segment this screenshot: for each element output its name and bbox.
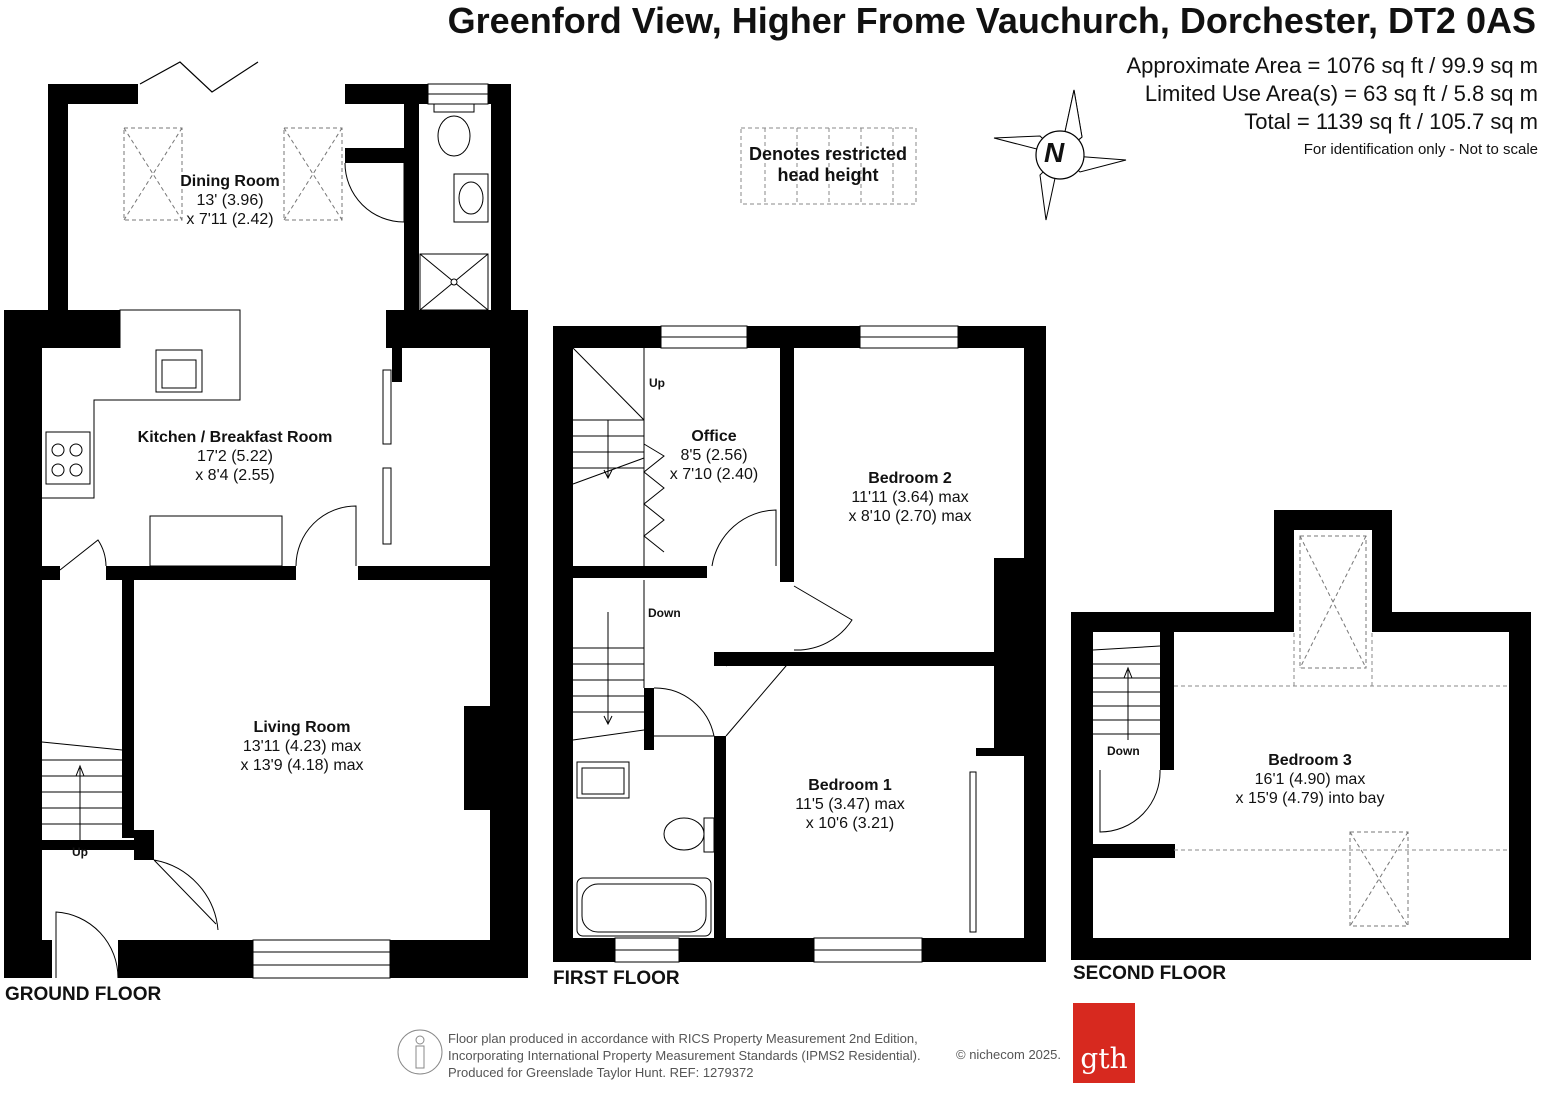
wall — [390, 940, 528, 978]
wall — [644, 688, 654, 750]
wall — [4, 940, 52, 978]
room-living — [200, 718, 404, 775]
room-name: Bedroom 1 — [808, 777, 892, 794]
door-swing — [296, 506, 356, 566]
wall — [106, 566, 296, 580]
room-dim: x 7'11 (2.42) — [186, 211, 274, 228]
footer-notes — [448, 1030, 921, 1081]
wall — [1071, 612, 1093, 960]
room-dim: x 10'6 (3.21) — [805, 815, 895, 832]
wall — [48, 84, 68, 312]
room-name: Kitchen / Breakfast Room — [137, 429, 333, 446]
identification-note: For identification only - Not to scale — [1303, 141, 1538, 158]
first-floor-label: FIRST FLOOR — [553, 968, 680, 989]
door-swing — [726, 658, 786, 736]
wall — [976, 748, 1024, 756]
wall — [714, 736, 726, 938]
room-dim: x 15'9 (4.79) into bay — [1235, 790, 1385, 807]
wall — [358, 566, 490, 580]
wall — [747, 326, 860, 348]
gth-logo: gth — [1073, 1003, 1135, 1083]
room-dim: 13' (3.96) — [196, 192, 264, 209]
room-dim: 13'11 (4.23) max — [242, 738, 362, 755]
room-kitchen — [110, 428, 360, 485]
room-dim: 11'5 (3.47) max — [795, 796, 905, 813]
wall — [553, 938, 615, 962]
wall — [122, 580, 134, 838]
room-dim: 8'5 (2.56) — [680, 447, 748, 464]
room-dim: 16'1 (4.90) max — [1254, 771, 1366, 788]
wall — [1093, 844, 1175, 858]
room-dim: x 13'9 (4.18) max — [240, 757, 364, 774]
room-office — [654, 427, 774, 484]
wall — [1071, 612, 1294, 632]
approximate-area: Approximate Area = 1076 sq ft / 99.9 sq m — [1126, 53, 1538, 78]
room-bedroom-1 — [770, 776, 930, 833]
restricted-height-legend — [740, 144, 916, 186]
wall — [922, 938, 1046, 962]
wall — [118, 940, 253, 978]
wall — [1160, 632, 1174, 770]
property-address: Greenford View, Higher Frome Vauchurch, Dorchester, DT2 0AS — [447, 0, 1536, 41]
chimney — [464, 706, 490, 810]
wall — [345, 148, 404, 163]
room-name: Bedroom 3 — [1268, 752, 1352, 769]
second-floor-label: SECOND FLOOR — [1073, 963, 1227, 984]
stair-down-label: Down — [1107, 744, 1140, 758]
room-name: Office — [691, 428, 737, 445]
wall — [573, 566, 707, 578]
wall — [42, 566, 60, 580]
room-bedroom-3 — [1210, 751, 1410, 808]
door-swing — [345, 163, 404, 222]
wall — [1372, 612, 1531, 632]
room-bedroom-2 — [820, 469, 1000, 526]
compass-north-letter: N — [1044, 137, 1065, 168]
room-dim: 17'2 (5.22) — [197, 448, 273, 465]
wall — [780, 348, 794, 582]
wall — [404, 104, 419, 312]
total-area: Total = 1139 sq ft / 105.7 sq m — [1244, 109, 1538, 134]
room-name: Dining Room — [180, 173, 280, 190]
window — [253, 940, 390, 978]
ground-floor-label: GROUND FLOOR — [5, 984, 162, 1005]
legend-line-2: head height — [777, 165, 879, 185]
wall — [4, 310, 42, 940]
room-dim: 11'11 (3.64) max — [851, 489, 969, 506]
wall — [491, 84, 511, 312]
wall — [994, 558, 1024, 748]
room-dim: x 8'4 (2.55) — [195, 467, 275, 484]
wall — [392, 348, 402, 382]
wall — [490, 310, 528, 978]
stair-up-label: Up — [649, 376, 665, 390]
footer-line: Incorporating International Property Measurement Standards (IPMS2 Residential). — [448, 1048, 921, 1063]
limited-use-area: Limited Use Area(s) = 63 sq ft / 5.8 sq m — [1144, 81, 1538, 106]
stair-down-label: Down — [648, 606, 681, 620]
room-dim: x 7'10 (2.40) — [669, 466, 759, 483]
footer-line: Floor plan produced in accordance with RICS Property Measurement 2nd Edition, — [448, 1031, 918, 1046]
room-name: Bedroom 2 — [868, 470, 952, 487]
room-dining — [150, 172, 310, 229]
wall — [679, 938, 814, 962]
wall — [714, 652, 1024, 666]
door-swing — [654, 688, 714, 736]
legend-line-1: Denotes restricted — [748, 144, 908, 164]
footer-line: Produced for Greenslade Taylor Hunt. REF: 1279372 — [448, 1065, 754, 1080]
door-swing — [60, 540, 106, 570]
stair-up-label: Up — [72, 845, 88, 859]
wall — [42, 840, 138, 850]
door-swing — [712, 510, 776, 566]
door-swing — [794, 586, 852, 650]
wall — [1071, 938, 1531, 960]
room-dim: x 8'10 (2.70) max — [848, 508, 972, 525]
wall — [553, 326, 573, 962]
room-name: Living Room — [253, 719, 351, 736]
door-swing — [56, 912, 118, 978]
wall — [1509, 612, 1531, 960]
wall — [1024, 326, 1046, 962]
copyright: © nichecom 2025. — [956, 1047, 1061, 1062]
door-swing — [154, 860, 218, 930]
door-swing — [1100, 770, 1160, 832]
